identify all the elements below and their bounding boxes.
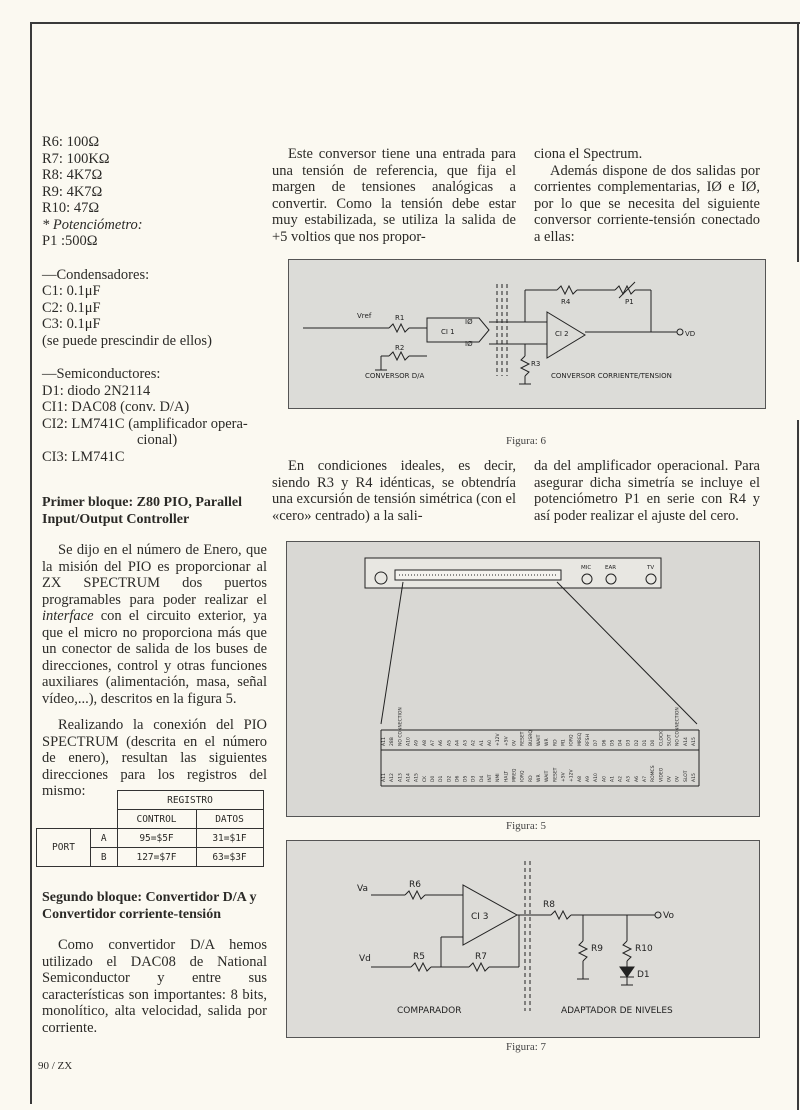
resistor-r10: R10: 47Ω xyxy=(42,200,100,216)
capacitor-c1: C1: 0.1μF xyxy=(42,283,101,299)
fig7-r8: R8 xyxy=(543,900,555,910)
fig5-bottom-pin-27: A0 xyxy=(602,776,608,782)
fig5-top-pin-15: +5V xyxy=(504,736,510,746)
fig6-r2: R2 xyxy=(395,344,405,352)
fig5-bottom-pin-24: A8 xyxy=(577,776,583,782)
fig5-top-pin-12: A1 xyxy=(479,740,485,746)
fig5-top-pin-23: IORQ xyxy=(569,734,575,746)
fig5-bottom-pin-21: RESET xyxy=(553,767,559,782)
figure-5-connector xyxy=(287,542,759,816)
fig5-bottom-pin-38: A15 xyxy=(692,773,697,782)
fig5-bottom-pin-5: CK xyxy=(422,775,428,782)
fig7-block1: COMPARADOR xyxy=(397,1006,462,1016)
fig5-bottom-pin-1: A12 xyxy=(390,773,396,782)
text-right-mid: da del amplificador operacional. Para asegurar dicha simetría se incluye el potenciómetro P1 en serie con R4 y así poder realizar el ajuste del cero. xyxy=(534,458,760,524)
fig5-bottom-pin-10: D5 xyxy=(463,775,469,782)
page-frame-left xyxy=(30,22,32,1104)
text-right-top-para: Además dispone de dos salidas por corrientes complementarias, IØ e IØ, por lo que se necesita del siguiente conversor corriente-tensión conectado a ellas: xyxy=(534,162,760,245)
capacitor-c3: C3: 0.1μF xyxy=(42,316,101,332)
fig5-top-pin-20: WR xyxy=(545,738,551,746)
fig6-io1: IØ xyxy=(465,318,473,326)
fig5-top-pin-37: A14 xyxy=(683,737,689,746)
fig5-bottom-pin-6: D0 xyxy=(430,775,436,782)
left-body-2 xyxy=(42,889,267,1036)
fig5-bottom-pin-35: 0V xyxy=(667,776,673,782)
potentiometer-label: * Potenciómetro: xyxy=(42,216,143,233)
port-a-control: 95=$5F xyxy=(117,829,196,848)
fig6-block1: CONVERSOR D/A xyxy=(365,372,425,380)
fig5-bottom-pin-31: A6 xyxy=(634,776,640,782)
fig5-top-pin-17: RESET xyxy=(520,731,526,746)
fig6-ci1: CI 1 xyxy=(441,328,455,336)
fig5-top-pin-8: A5 xyxy=(447,740,453,746)
fig5-top-pin-7: A6 xyxy=(439,740,445,746)
fig5-bottom-pin-2: A13 xyxy=(398,773,404,782)
fig5-top-pin-16: 0V xyxy=(512,740,518,746)
semiconductor-d1: D1: diodo 2N2114 xyxy=(42,382,151,399)
fig7-vd: Vd xyxy=(359,954,371,964)
resistor-r8: R8: 4K7Ω xyxy=(42,167,103,183)
fig5-bottom-pin-12: D4 xyxy=(479,775,485,782)
text-middle-top: Este conversor tiene una entrada para una tensión de referencia, que fija el margen de tensiones analógicas a convertir. Como la tensión debe estar muy estabilizada, se utiliza la salida de +5 voltios que nos propor- xyxy=(272,146,516,245)
row-label-port: PORT xyxy=(37,829,91,867)
fig5-bottom-pin-16: MREQ xyxy=(512,768,518,782)
fig5-bottom-pin-22: +5V xyxy=(561,772,567,782)
register-table xyxy=(36,790,264,867)
port-a-datos: 31=$1F xyxy=(196,829,263,848)
fig5-bottom-pin-9: D6 xyxy=(455,775,461,782)
fig5-bottom-pin-0: A11 xyxy=(382,773,387,782)
capacitors-label: —Condensadores: xyxy=(42,266,150,283)
fig7-r6: R6 xyxy=(409,880,421,890)
page-frame-top xyxy=(30,22,800,24)
jack-tv: TV xyxy=(647,565,655,571)
fig5-top-pin-3: A10 xyxy=(406,737,412,746)
fig5-top-pin-1: 28B xyxy=(390,737,396,746)
fig5-top-pin-19: WAIT xyxy=(537,734,542,746)
capacitor-c2: C2: 0.1μF xyxy=(42,299,101,316)
port-a: A xyxy=(91,829,118,848)
fig5-top-pin-13: A0 xyxy=(488,740,494,746)
fig5-bottom-pin-19: WR xyxy=(537,774,542,782)
fig6-io2: IØ xyxy=(465,340,473,348)
paragraph-addresses: Realizando la conexión del PIO SPECTRUM (descrita en el número de enero), resultan las siguientes direcciones para los registros del mismo: xyxy=(42,717,267,799)
fig5-bottom-pin-14: NMI xyxy=(496,773,502,782)
fig6-ci2: CI 2 xyxy=(555,330,569,338)
fig5-top-pin-10: A3 xyxy=(463,740,469,746)
fig7-r9: R9 xyxy=(591,944,603,954)
fig5-bottom-pin-23: +12V xyxy=(569,769,575,782)
port-b: B xyxy=(91,848,118,867)
fig5-top-pin-24: MREQ xyxy=(577,732,583,746)
jack-mic: MIC xyxy=(581,565,592,571)
fig5-top-pin-33: D0 xyxy=(651,739,657,746)
fig5-top-pin-25: RFSH xyxy=(585,734,591,746)
fig5-top-pin-9: A4 xyxy=(455,740,461,746)
fig5-top-pin-34: CLOCK xyxy=(659,730,665,746)
port-b-control: 127=$7F xyxy=(117,848,196,867)
fig6-r3: R3 xyxy=(531,360,541,368)
fig5-top-pin-0: A11 xyxy=(382,737,387,746)
fig5-top-pin-31: D2 xyxy=(634,739,640,746)
fig5-bottom-pin-37: SLOT xyxy=(683,770,689,782)
fig5-bottom-pin-7: D1 xyxy=(439,775,445,782)
fig5-top-pin-27: D6 xyxy=(602,739,608,746)
fig5-top-pin-36: NO CONNECTION xyxy=(675,707,681,746)
port-b-datos: 63=$3F xyxy=(196,848,263,867)
figure-6 xyxy=(288,259,766,409)
resistor-r6: R6: 100Ω xyxy=(42,134,100,150)
figure-6-caption: Figura: 6 xyxy=(505,435,547,447)
fig5-bottom-pin-13: INT xyxy=(488,774,494,782)
jack-ear: EAR xyxy=(605,565,617,571)
fig6-r1: R1 xyxy=(395,314,405,322)
fig5-bottom-pin-3: A14 xyxy=(406,773,412,782)
resistor-r9: R9: 4K7Ω xyxy=(42,183,103,200)
fig7-block2: ADAPTADOR DE NIVELES xyxy=(561,1006,673,1016)
text-middle-mid: En condiciones ideales, es decir, siendo R3 y R4 idénticas, se obtendría una excursión de tensión simétrica (con el «cero» centrado) a la sali- xyxy=(272,458,517,524)
text-right-top xyxy=(534,146,760,245)
fig6-vd: VD xyxy=(685,330,696,338)
fig5-top-pin-30: D3 xyxy=(626,739,632,746)
figure-6-schematic xyxy=(289,260,765,408)
fig5-bottom-pin-18: RD xyxy=(528,775,534,782)
fig5-top-pin-38: A15 xyxy=(692,737,697,746)
component-list xyxy=(42,134,267,465)
fig5-top-pin-4: A9 xyxy=(414,740,420,746)
left-body xyxy=(42,494,267,800)
figure-7 xyxy=(286,840,760,1038)
fig5-top-pin-6: A7 xyxy=(430,740,436,746)
fig5-top-pin-11: A2 xyxy=(471,740,477,746)
fig5-top-pin-14: +12V xyxy=(496,733,502,746)
fig5-top-pin-22: M1 xyxy=(561,739,567,746)
fig5-top-pin-5: A8 xyxy=(422,740,428,746)
fig5-bottom-pin-17: IORQ xyxy=(520,770,526,782)
semiconductor-ci3: CI3: LM741C xyxy=(42,448,125,465)
fig5-bottom-pin-20: WAIT xyxy=(545,770,551,782)
fig5-bottom-pin-34: VIDEO xyxy=(659,767,665,782)
figure-5-caption: Figura: 5 xyxy=(505,820,547,832)
fig7-vo: Vo xyxy=(663,911,674,921)
fig5-bottom-pin-33: ROMCS xyxy=(651,765,657,782)
fig7-ci3: CI 3 xyxy=(471,912,489,922)
page-folio: 90 / ZX xyxy=(38,1060,73,1072)
col-datos: DATOS xyxy=(196,810,263,829)
fig5-top-pin-21: RD xyxy=(553,739,559,746)
figure-5 xyxy=(286,541,760,817)
semiconductors-label: —Semiconductores: xyxy=(42,366,161,382)
fig7-va: Va xyxy=(357,884,368,894)
fig5-bottom-pin-4: A15 xyxy=(414,773,420,782)
fig5-top-pin-32: D1 xyxy=(643,739,649,746)
paragraph-dac: Como convertidor D/A hemos utilizado el DAC08 de National Semiconductor y entre sus características son importantes: 8 bits, monolítico, alta velocidad, salida por corriente. xyxy=(42,937,267,1036)
figure-7-caption: Figura: 7 xyxy=(505,1041,547,1053)
page-frame-right xyxy=(797,22,799,262)
section1-title: Primer bloque: Z80 PIO, Parallel Input/Output Controller xyxy=(42,495,242,527)
fig6-p1: P1 xyxy=(625,298,634,306)
fig5-top-pin-35: SLOT xyxy=(667,734,673,746)
section2-title: Segundo bloque: Convertidor D/A y Convertidor corriente-tensión xyxy=(42,890,257,922)
fig5-bottom-pin-29: A2 xyxy=(618,776,624,782)
fig6-vref: Vref xyxy=(357,312,372,320)
fig5-bottom-pin-8: D2 xyxy=(447,775,453,782)
fig7-r10: R10 xyxy=(635,944,653,954)
paragraph-pio: Se dijo en el número de Enero, que la misión del PIO es proporcionar al ZX SPECTRUM dos puertos programables para poder realizar el interface con el circuito exterior, ya que el micro no proporciona más que un conector de salida de los buses de direcciones, control y otras funciones auxiliares (alimentación, masa, señal vídeo,...), descritos en la figura 5. xyxy=(42,542,267,707)
fig5-top-pin-18: BUSRQ xyxy=(528,730,534,746)
semiconductor-ci2: CI2: LM741C (amplificador opera- xyxy=(42,415,248,432)
fig5-bottom-pin-15: HALT xyxy=(504,770,510,782)
fig7-r7: R7 xyxy=(475,952,487,962)
fig5-bottom-pin-26: A10 xyxy=(594,773,600,782)
fig5-top-pin-2: NO CONNECTION xyxy=(398,707,404,746)
semiconductor-ci2-cont: cional) xyxy=(137,432,178,448)
fig5-top-pin-26: D7 xyxy=(594,739,600,746)
resistor-r7: R7: 100KΩ xyxy=(42,150,110,167)
fig5-bottom-pin-25: A9 xyxy=(585,776,591,782)
fig6-block2: CONVERSOR CORRIENTE/TENSION xyxy=(551,372,672,380)
text-right-top-line1: ciona el Spectrum. xyxy=(534,146,643,162)
col-control: CONTROL xyxy=(117,810,196,829)
fig5-bottom-pin-28: A1 xyxy=(610,776,616,782)
fig5-bottom-pin-36: 0V xyxy=(675,776,681,782)
potentiometer-p1: P1 :500Ω xyxy=(42,233,98,249)
fig5-bottom-pin-11: D3 xyxy=(471,775,477,782)
table-header: REGISTRO xyxy=(117,791,263,810)
capacitor-note: (se puede prescindir de ellos) xyxy=(42,332,212,349)
fig5-bottom-pin-30: A3 xyxy=(626,776,632,782)
semiconductor-ci1: CI1: DAC08 (conv. D/A) xyxy=(42,399,190,415)
fig7-r5: R5 xyxy=(413,952,425,962)
register-table-wrapper xyxy=(36,790,264,867)
fig6-r4: R4 xyxy=(561,298,571,306)
page-frame-right-lower xyxy=(797,420,799,1110)
fig5-top-pin-29: D4 xyxy=(618,739,624,746)
fig5-bottom-pin-32: A7 xyxy=(643,776,649,782)
fig5-top-pin-28: D5 xyxy=(610,739,616,746)
figure-7-schematic xyxy=(287,841,759,1037)
fig7-d1: D1 xyxy=(637,970,650,980)
